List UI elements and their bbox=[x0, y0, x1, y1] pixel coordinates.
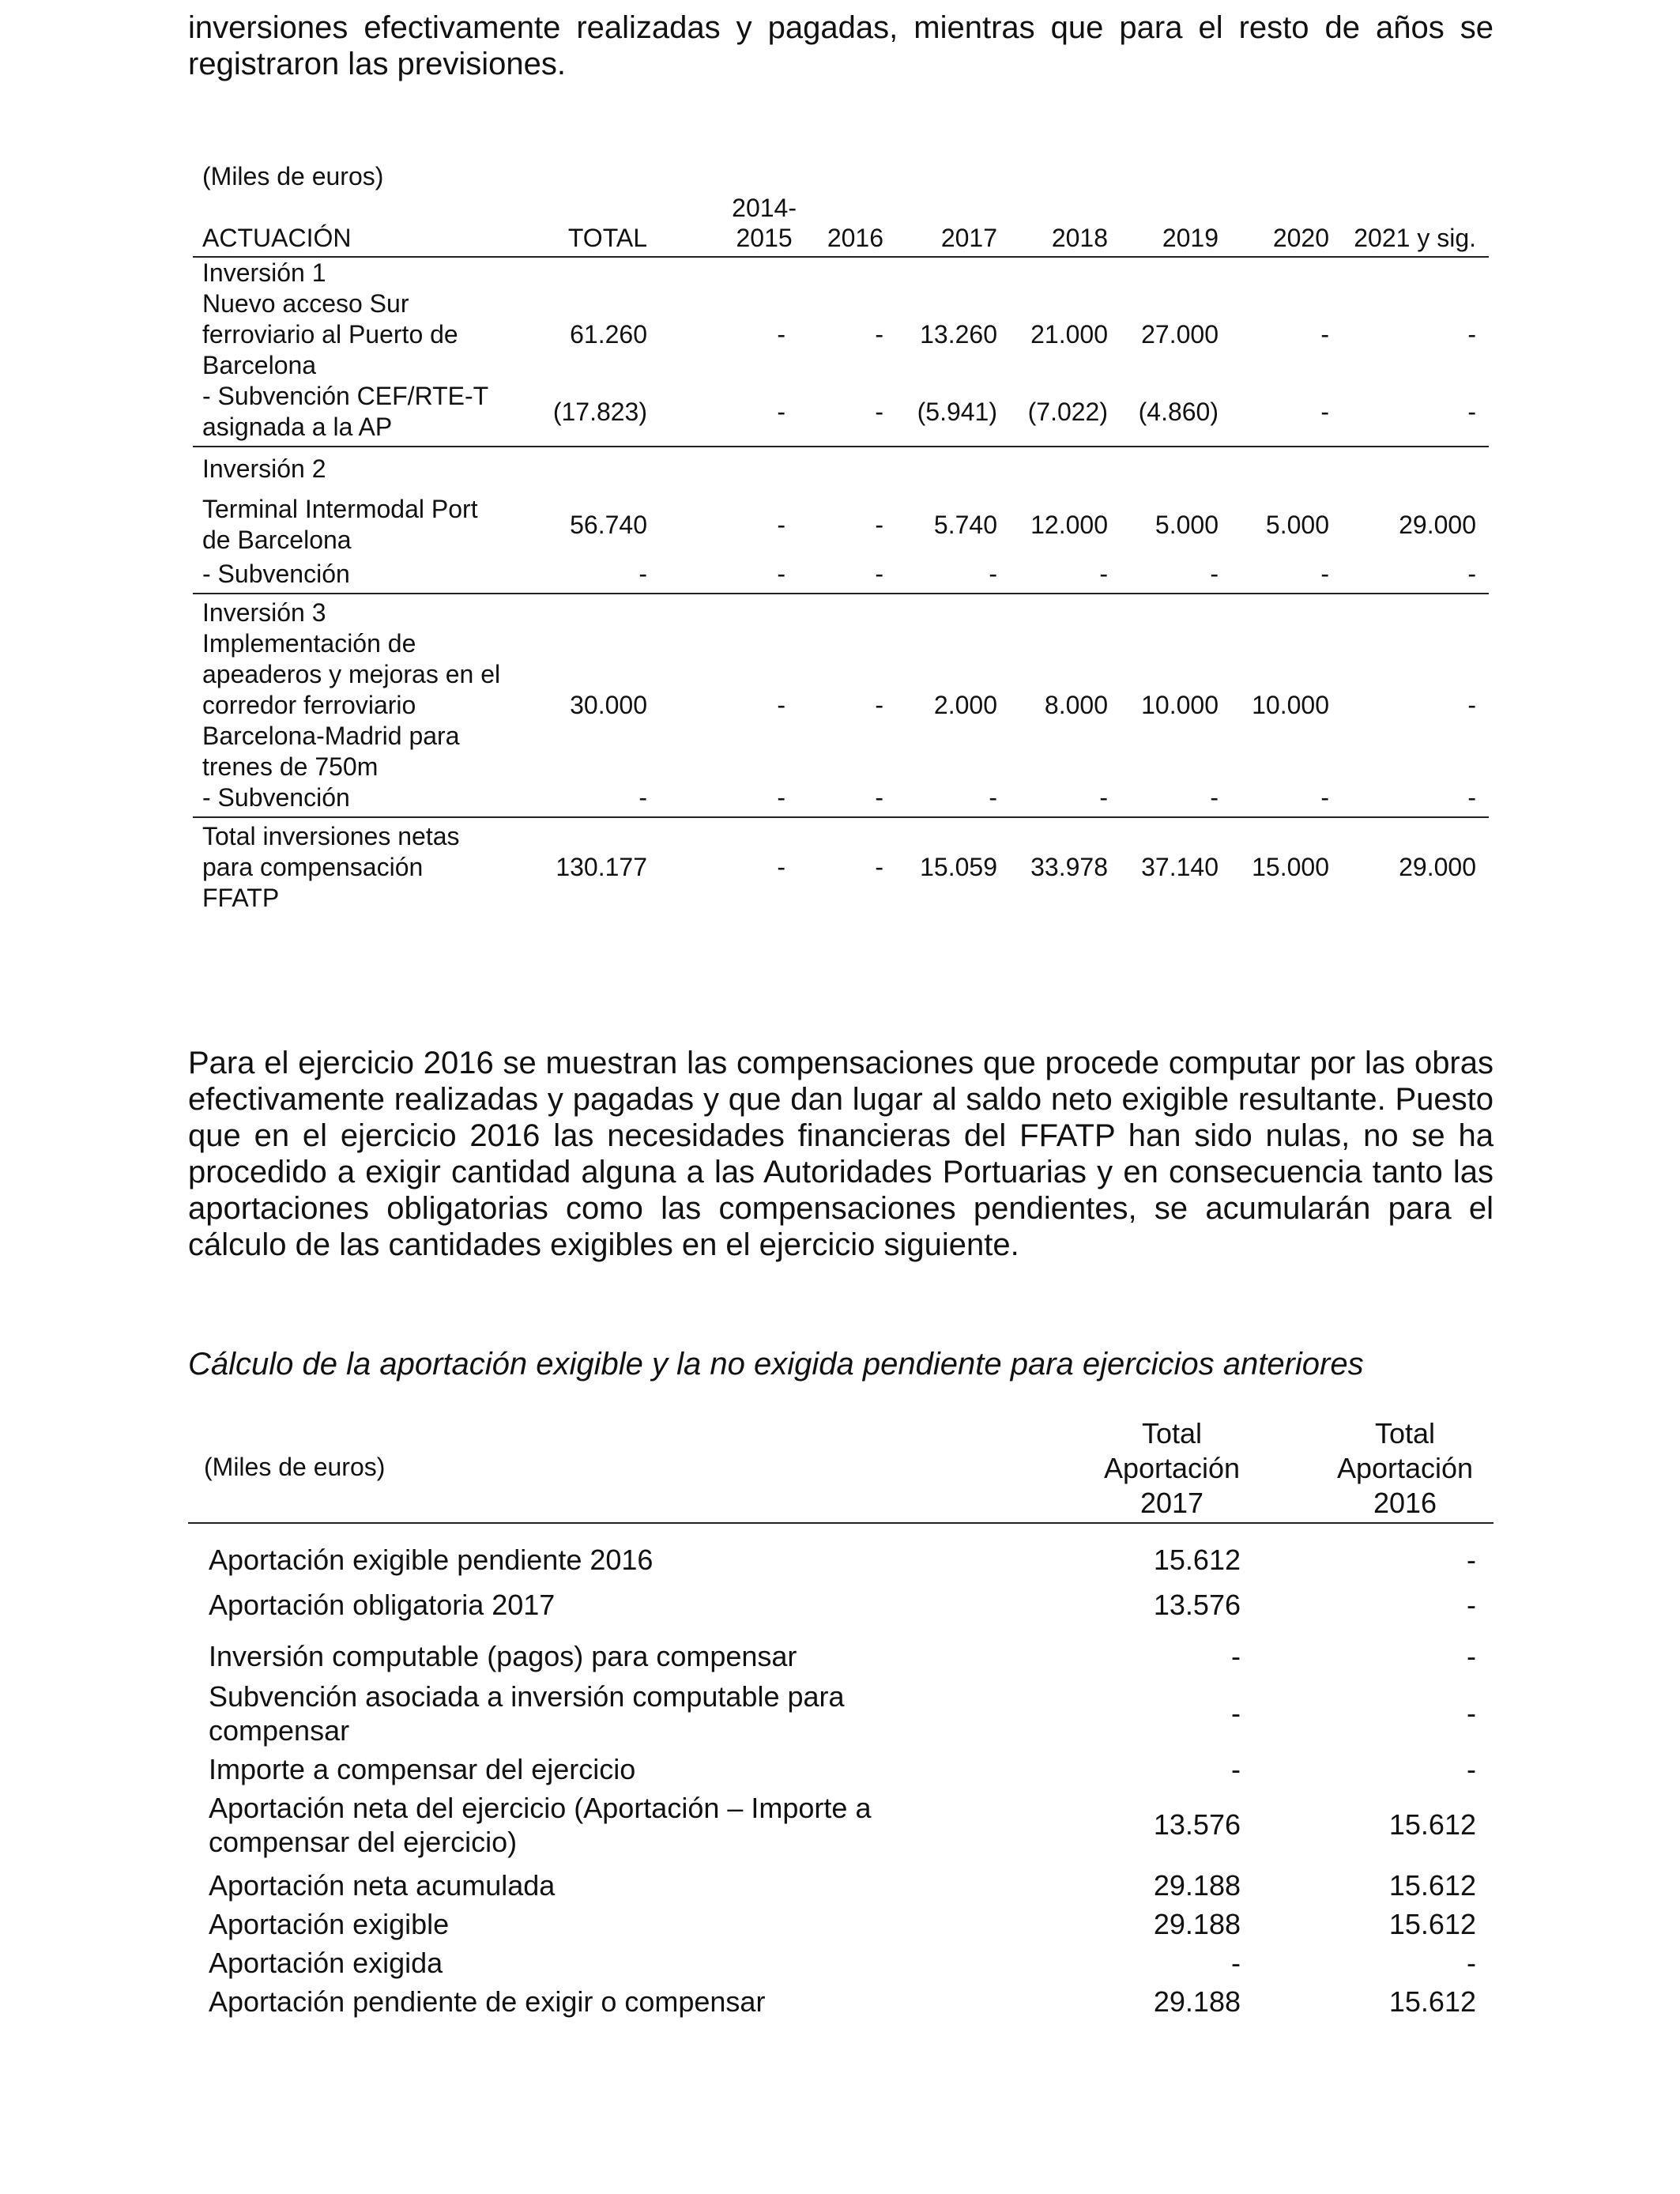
cell-value: (7.022) bbox=[1027, 397, 1108, 426]
table-row bbox=[188, 1868, 1494, 1902]
cell-value: - bbox=[1467, 560, 1476, 588]
row-label: Aportación exigida bbox=[209, 1947, 443, 1979]
value-2017: - bbox=[1231, 1752, 1241, 1785]
row-label: Inversión computable (pagos) para compensar bbox=[209, 1640, 797, 1672]
cell-value: 8.000 bbox=[1044, 691, 1108, 719]
cell-value: - bbox=[777, 397, 785, 426]
cell-value: 37.140 bbox=[1141, 853, 1219, 881]
cell-value: - bbox=[1320, 783, 1329, 812]
cell-value: - bbox=[638, 783, 647, 812]
cell-value: - bbox=[777, 691, 785, 719]
table-row bbox=[188, 1639, 1494, 1673]
cell-value: - bbox=[875, 397, 883, 426]
header-2018: 2018 bbox=[1051, 224, 1108, 252]
cell-value: - bbox=[875, 510, 883, 539]
cell-value: 29.000 bbox=[1399, 853, 1476, 881]
header-total-2016: Total Aportación 2016 bbox=[1336, 1417, 1474, 1519]
value-2017: 15.612 bbox=[1153, 1543, 1241, 1576]
cell-value: 12.000 bbox=[1030, 510, 1108, 539]
row-label: Aportación exigible pendiente 2016 bbox=[209, 1544, 654, 1576]
cell-value: 5.740 bbox=[933, 510, 997, 539]
row-label: Inversión 1 bbox=[202, 258, 326, 287]
table-row bbox=[188, 1588, 1494, 1622]
header-total: TOTAL bbox=[567, 224, 647, 252]
value-2017: 13.576 bbox=[1153, 1808, 1241, 1841]
cell-value: - bbox=[989, 560, 997, 588]
table-row bbox=[193, 559, 1489, 590]
cell-value: - bbox=[875, 560, 883, 588]
row-label: Inversión 2 bbox=[202, 454, 326, 483]
cell-value: 21.000 bbox=[1030, 320, 1108, 349]
table-row bbox=[193, 381, 1489, 443]
table2-body bbox=[188, 1524, 1494, 2019]
header-2016: 2016 bbox=[827, 224, 883, 252]
table-row bbox=[193, 782, 1489, 813]
table-row bbox=[188, 1679, 1494, 1747]
cell-value: - bbox=[1099, 560, 1108, 588]
cell-value: - bbox=[777, 560, 785, 588]
cell-value: - bbox=[1320, 397, 1329, 426]
table1-unit-label: (Miles de euros) bbox=[202, 162, 384, 190]
table-row bbox=[193, 494, 1489, 556]
cell-value: - bbox=[1210, 783, 1219, 812]
header-2020: 2020 bbox=[1272, 224, 1329, 252]
contribution-table bbox=[188, 1416, 1494, 2019]
cell-value: - bbox=[875, 691, 883, 719]
cell-value: 29.000 bbox=[1399, 510, 1476, 539]
cell-value: - bbox=[777, 320, 785, 349]
investment-table bbox=[193, 156, 1489, 914]
cell-value: 130.177 bbox=[556, 853, 647, 881]
table1-body bbox=[193, 258, 1489, 914]
row-label: Aportación pendiente de exigir o compensar bbox=[209, 1985, 766, 2018]
value-2016: - bbox=[1467, 1639, 1476, 1672]
cell-value: 33.978 bbox=[1030, 853, 1108, 881]
table-row bbox=[193, 454, 1489, 484]
cell-value: 56.740 bbox=[570, 510, 647, 539]
value-2016: 15.612 bbox=[1388, 1907, 1476, 1940]
header-2017: 2017 bbox=[940, 224, 997, 252]
cell-value: (5.941) bbox=[917, 397, 997, 426]
value-2016: - bbox=[1467, 1697, 1476, 1729]
cell-value: 15.059 bbox=[920, 853, 997, 881]
header-2019: 2019 bbox=[1162, 224, 1219, 252]
cell-value: 10.000 bbox=[1252, 691, 1329, 719]
table-row bbox=[188, 1985, 1494, 2019]
header-2021: 2021 y sig. bbox=[1354, 224, 1476, 252]
cell-value: (17.823) bbox=[552, 397, 647, 426]
cell-value: 61.260 bbox=[570, 320, 647, 349]
value-2016: 15.612 bbox=[1388, 1808, 1476, 1841]
cell-value: 15.000 bbox=[1252, 853, 1329, 881]
value-2017: 29.188 bbox=[1153, 1868, 1241, 1902]
intro-paragraph: inversiones efectivamente realizadas y pagadas, mientras que para el resto de años se registraron las previsiones. bbox=[188, 10, 1494, 81]
header-2014-2015: 2014- 2015 bbox=[732, 194, 797, 252]
table-row bbox=[188, 1791, 1494, 1859]
table2-unit-label: (Miles de euros) bbox=[204, 1453, 386, 1481]
cell-value: - bbox=[875, 783, 883, 812]
table1-section bbox=[193, 447, 1489, 594]
row-label: Aportación neta del ejercicio (Aportación – Importe a compensar del ejercicio) bbox=[209, 1792, 872, 1858]
row-label: Subvención asociada a inversión computable para compensar bbox=[209, 1680, 845, 1747]
cell-value: - bbox=[1467, 691, 1476, 719]
table1-section bbox=[193, 594, 1489, 818]
cell-value: - bbox=[638, 560, 647, 588]
header-total-2017: Total Aportación 2017 bbox=[1103, 1417, 1241, 1519]
value-2016: - bbox=[1467, 1588, 1476, 1621]
cell-value: - bbox=[875, 320, 883, 349]
value-2016: 15.612 bbox=[1388, 1868, 1476, 1902]
row-label: Total inversiones netas para compensación FFATP bbox=[202, 822, 460, 912]
explanation-paragraph: Para el ejercicio 2016 se muestran las compensaciones que procede computar por las obras efectivamente realizadas y pagadas y que dan lugar al saldo neto exigible resultante. Puesto que en el ejercicio 2016 las necesidades financieras del FFATP han sido nulas, no se ha procedido a exigir cantidad alguna a las Autoridades Portuarias y en consecuencia tanto las aportaciones obligatorias como las compensaciones pendientes, se acumularán para el cálculo de las cantidades exigibles en el ejercicio siguiente. bbox=[188, 1046, 1494, 1262]
value-2017: - bbox=[1231, 1639, 1241, 1672]
cell-value: - bbox=[777, 853, 785, 881]
table-row bbox=[188, 1946, 1494, 1980]
value-2016: 15.612 bbox=[1388, 1985, 1476, 2018]
cell-value: - bbox=[1467, 320, 1476, 349]
row-label: Terminal Intermodal Port de Barcelona bbox=[202, 495, 478, 554]
row-label: - Subvención bbox=[202, 783, 350, 812]
cell-value: 2.000 bbox=[933, 691, 997, 719]
row-label: Aportación exigible bbox=[209, 1908, 450, 1940]
row-label: Implementación de apeaderos y mejoras en el corredor ferroviario Barcelona-Madrid para trenes de 750m bbox=[202, 629, 501, 781]
header-actuacion: ACTUACIÓN bbox=[202, 224, 352, 252]
value-2017: - bbox=[1231, 1697, 1241, 1729]
table-row bbox=[188, 1907, 1494, 1941]
cell-value: - bbox=[875, 853, 883, 881]
row-label: - Subvención bbox=[202, 560, 350, 588]
value-2016: - bbox=[1467, 1543, 1476, 1576]
cell-value: (4.860) bbox=[1138, 397, 1219, 426]
cell-value: 5.000 bbox=[1265, 510, 1329, 539]
cell-value: - bbox=[1320, 320, 1329, 349]
table-row bbox=[193, 598, 1489, 628]
table1-section bbox=[193, 258, 1489, 447]
table-row bbox=[188, 1752, 1494, 1786]
table-row bbox=[193, 258, 1489, 288]
cell-value: - bbox=[777, 783, 785, 812]
value-2017: 29.188 bbox=[1153, 1985, 1241, 2018]
row-label: Nuevo acceso Sur ferroviario al Puerto de Barcelona bbox=[202, 289, 458, 379]
table1-header bbox=[193, 196, 1489, 258]
table2-header bbox=[188, 1416, 1494, 1524]
table-row bbox=[193, 288, 1489, 381]
cell-value: 27.000 bbox=[1141, 320, 1219, 349]
table-row bbox=[193, 821, 1489, 914]
value-2016: - bbox=[1467, 1946, 1476, 1979]
cell-value: 10.000 bbox=[1141, 691, 1219, 719]
cell-value: - bbox=[1467, 397, 1476, 426]
cell-value: - bbox=[1210, 560, 1219, 588]
table2-title: Cálculo de la aportación exigible y la no exigida pendiente para ejercicios anteriores bbox=[188, 1347, 1364, 1382]
row-label: Aportación obligatoria 2017 bbox=[209, 1589, 556, 1621]
row-label: - Subvención CEF/RTE-T asignada a la AP bbox=[202, 382, 488, 441]
row-label: Aportación neta acumulada bbox=[209, 1869, 556, 1902]
cell-value: - bbox=[989, 783, 997, 812]
table1-section bbox=[193, 818, 1489, 914]
cell-value: - bbox=[777, 510, 785, 539]
table-row bbox=[193, 628, 1489, 782]
cell-value: 30.000 bbox=[570, 691, 647, 719]
row-label: Importe a compensar del ejercicio bbox=[209, 1753, 636, 1785]
cell-value: - bbox=[1467, 783, 1476, 812]
value-2017: - bbox=[1231, 1946, 1241, 1979]
row-label: Inversión 3 bbox=[202, 598, 326, 627]
cell-value: 13.260 bbox=[920, 320, 997, 349]
cell-value: 5.000 bbox=[1155, 510, 1219, 539]
cell-value: - bbox=[1099, 783, 1108, 812]
value-2017: 29.188 bbox=[1153, 1907, 1241, 1940]
cell-value: - bbox=[1320, 560, 1329, 588]
value-2017: 13.576 bbox=[1153, 1588, 1241, 1621]
value-2016: - bbox=[1467, 1752, 1476, 1785]
table-row bbox=[188, 1543, 1494, 1577]
